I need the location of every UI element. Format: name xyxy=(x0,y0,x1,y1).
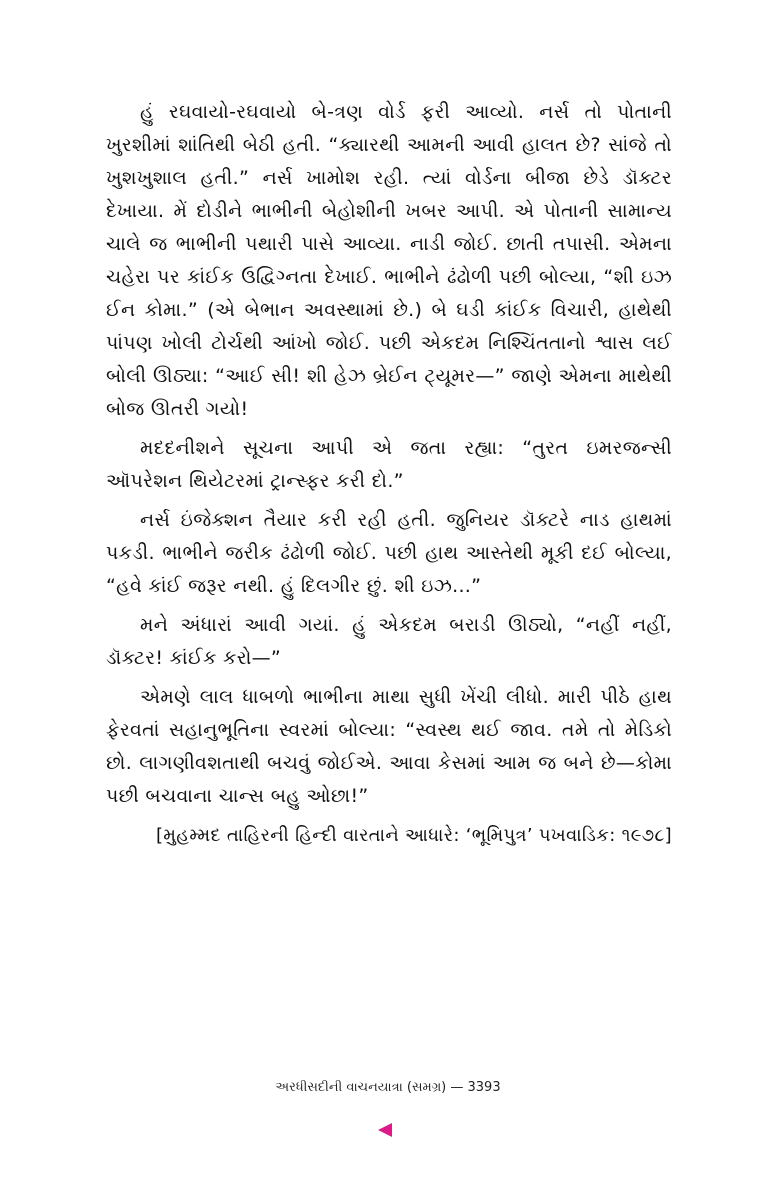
paragraph: હું રઘવાયો-રઘવાયો બે-ત્રણ વોર્ડ ફરી આવ્યો. નર્સ તો પોતાની ખુરશીમાં શાંતિથી બેઠી હતી. “ક્યારથી આમની આવી હાલત છે? સાંજે તો ખુશખુશાલ હતી.” નર્સ ખામોશ રહી. ત્યાં વોર્ડના બીજા છેડે ડૉક્ટર દેખાયા. મેં દોડીને ભાભીની બેહોશીની ખબર આપી. એ પોતાની સામાન્ય ચાલે જ ભાભીની પથારી પાસે આવ્યા. નાડી જોઈ. છાતી તપાસી. એમના ચહેરા પર કાંઈક ઉદ્વિગ્નતા દેખાઈ. ભાભીને ઢંઢોળી પછી બોલ્યા, “શી ઇઝ ઈન કોમા.” (એ બેભાન અવસ્થામાં છે.) બે ઘડી કાંઈક વિચારી, હાથેથી પાંપણ ખોલી ટોર્ચથી આંખો જોઈ. પછી એકદમ નિશ્ચિંતતાનો શ્વાસ લઈ બોલી ઊઠ્યા: “આઈ સી! શી હેઝ બ્રેઈન ટ્યૂમર—” જાણે એમના માથેથી બોજ ઊતરી ગયો! xyxy=(106,101,672,420)
source-citation: [મુહમ્મદ તાહિરની હિન્દી વારતાને આધારે: ‘ભૂમિપુત્ર’ પખવાડિક: ૧૯૭૮] xyxy=(155,825,672,846)
paragraph: નર્સ ઇંજેક્શન તૈયાર કરી રહી હતી. જુનિયર ડૉક્ટરે નાડ હાથમાં પકડી. ભાભીને જરીક ઢંઢોળી જોઈ. પછી હાથ આસ્તેથી મૂકી દઈ બોલ્યા, “હવે કાંઈ જરૂર નથી. હું દિલગીર છું. શી ઇઝ...” xyxy=(106,509,672,597)
previous-page-icon[interactable] xyxy=(378,1123,392,1137)
page-footer: અરધીસદીની વાચનયાત્રા (સમગ્ર) — 3393 xyxy=(275,1080,501,1095)
page-body xyxy=(106,96,672,852)
paragraph: એમણે લાલ ધાબળો ભાભીના માથા સુધી ખેંચી લીધો. મારી પીઠે હાથ ફેરવતાં સહાનુભૂતિના સ્વરમાં બોલ્યા: “સ્વસ્થ થઈ જાવ. તમે તો મેડિકો છો. લાગણીવશતાથી બચવું જોઈએ. આવા કેસમાં આમ જ બને છે—કોમા પછી બચવાના ચાન્સ બહુ ઓછા!” xyxy=(106,686,672,807)
paragraph: મને અંધારાં આવી ગયાં. હું એકદમ બરાડી ઊઠ્યો, “નહીં નહીં, ડૉક્ટર! કાંઈક કરો—” xyxy=(106,614,672,669)
paragraph: મદદનીશને સૂચના આપી એ જતા રહ્યા: “તુરત ઇમરજન્સી ઑપરેશન થિયેટરમાં ટ્રાન્સ્ફર કરી દો.” xyxy=(106,437,672,492)
